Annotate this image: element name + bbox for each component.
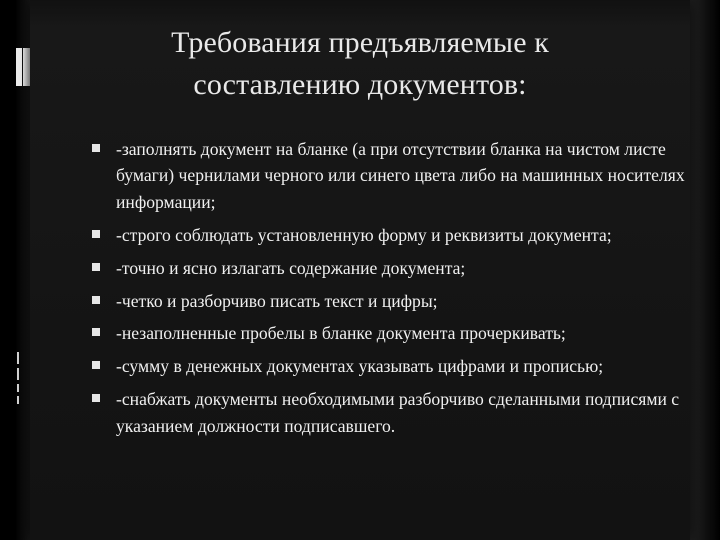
list-item (92, 320, 692, 346)
bullet-square-icon (92, 296, 100, 304)
decorative-bar (16, 48, 30, 86)
list-item (92, 386, 692, 439)
list-item-text: -строго соблюдать установленную форму и реквизиты документа; (116, 224, 612, 245)
slide-title-line-2: составлению документов: (193, 68, 527, 101)
bullet-square-icon (92, 263, 100, 271)
slide-title-line-1: Требования предъявляемые к (171, 26, 549, 59)
list-item (92, 255, 692, 281)
bullet-square-icon (92, 361, 100, 369)
bullet-square-icon (92, 394, 100, 402)
list-item (92, 288, 692, 314)
list-item-text: -четко и разборчиво писать текст и цифры; (116, 290, 438, 311)
list-item-text: -незаполненные пробелы в бланке документа прочеркивать; (116, 323, 566, 344)
list-item-text: -точно и ясно излагать содержание документа; (116, 257, 466, 278)
list-item (92, 353, 692, 379)
requirements-list (92, 136, 692, 446)
slide-title (120, 22, 600, 106)
list-item-text: -снабжать документы необходимыми разборчиво сделанными подписями с указанием должности подписавшего. (116, 389, 680, 436)
list-item-text: -сумму в денежных документах указывать цифрами и прописью; (116, 356, 604, 377)
bullet-square-icon (92, 230, 100, 238)
decorative-side-lines (17, 352, 21, 407)
bullet-square-icon (92, 328, 100, 336)
list-item (92, 136, 692, 215)
decorative-bar-divider (22, 48, 23, 86)
list-item (92, 222, 692, 248)
list-item-text: -заполнять документ на бланке (а при отсутствии бланка на чистом листе бумаги) чернилами черного или синего цвета либо на машинных носителях информации; (116, 139, 685, 212)
bullet-square-icon (92, 144, 100, 152)
